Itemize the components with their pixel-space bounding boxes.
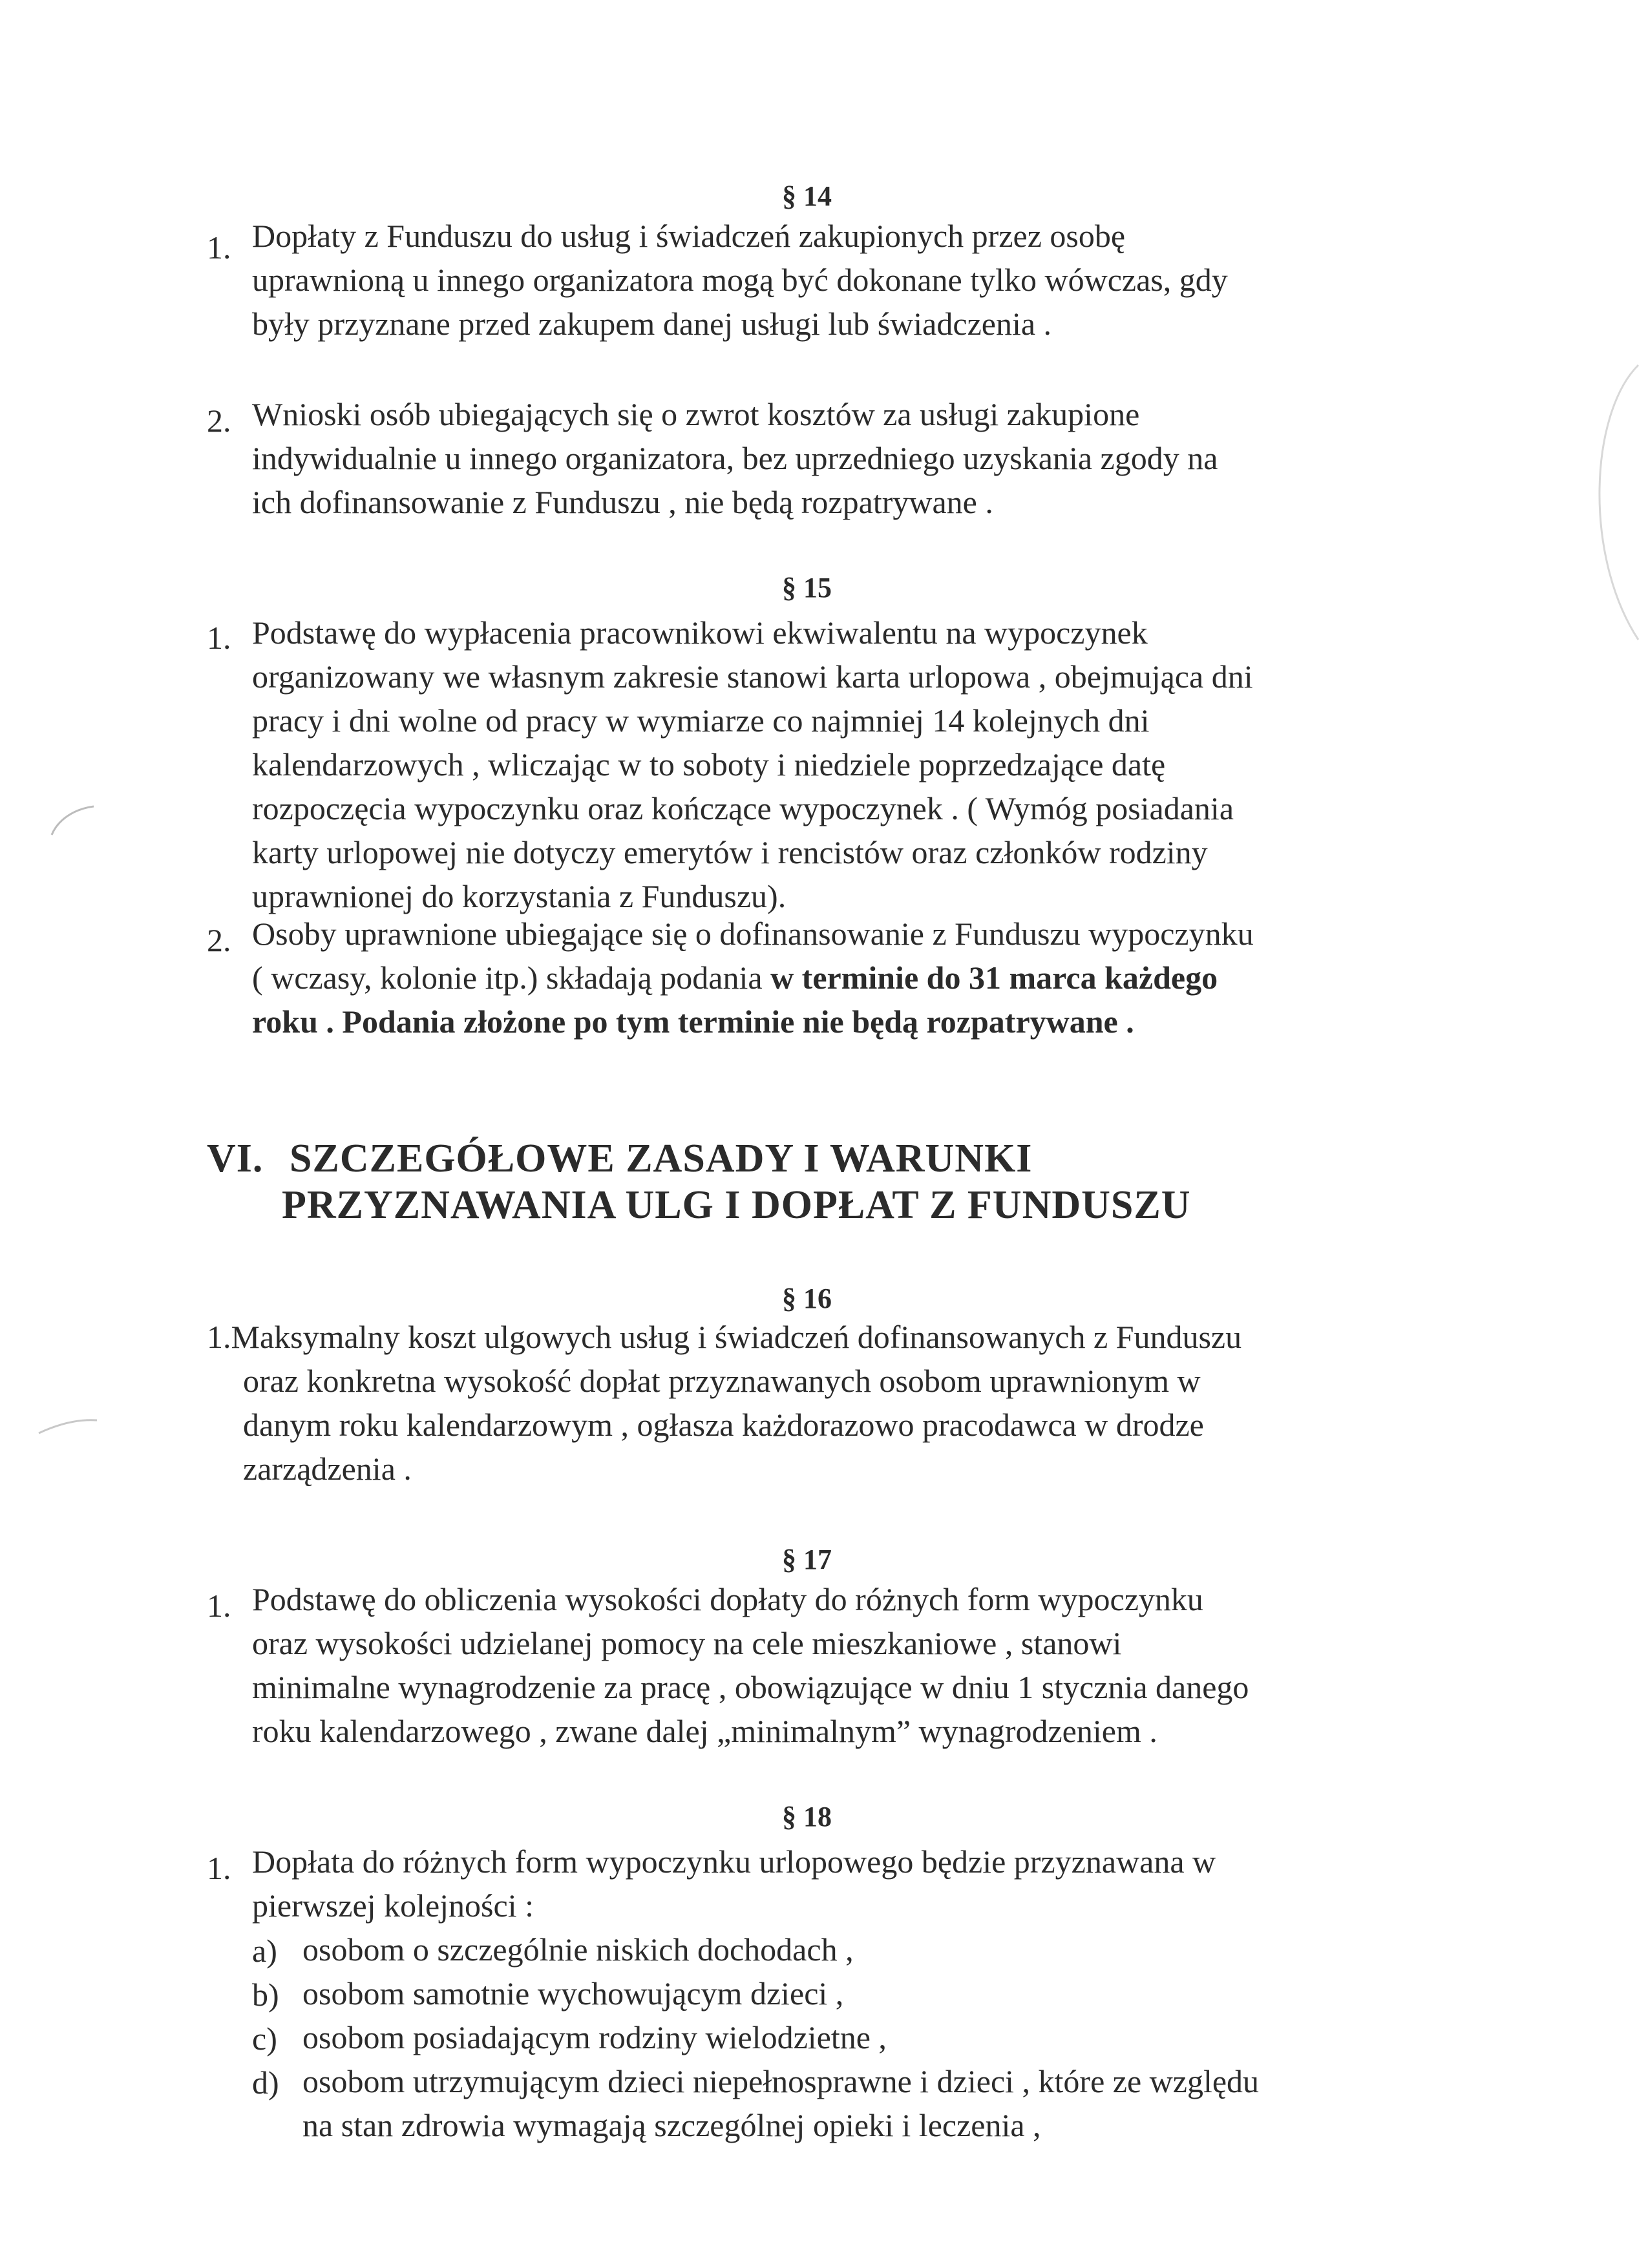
list-item: na stan zdrowia wymagają szczególnej opieki i leczenia , bbox=[302, 2107, 1041, 2143]
point-number: 1. bbox=[207, 1588, 231, 1624]
list-letter: a) bbox=[252, 1933, 277, 1969]
section-heading-line: SZCZEGÓŁOWE ZASADY I WARUNKI bbox=[290, 1137, 1033, 1181]
paragraph-symbol-17: § 17 bbox=[782, 1544, 832, 1575]
text-line: pierwszej kolejności : bbox=[252, 1887, 534, 1924]
list-item: osobom samotnie wychowującym dzieci , bbox=[302, 1975, 844, 2011]
scan-edge-mark bbox=[26, 1414, 103, 1440]
list-letter: b) bbox=[252, 1977, 279, 2013]
text-line-mixed bbox=[252, 961, 1218, 994]
scan-edge-mark bbox=[1577, 362, 1642, 646]
text-line: Osoby uprawnione ubiegające się o dofinansowanie z Funduszu wypoczynku bbox=[252, 916, 1254, 952]
paragraph-symbol-18: § 18 bbox=[782, 1801, 832, 1832]
list-item: osobom utrzymującym dzieci niepełnosprawne i dzieci , które ze względu bbox=[302, 2063, 1260, 2099]
text-line: ich dofinansowanie z Funduszu , nie będą rozpatrywane . bbox=[252, 484, 993, 520]
paragraph-symbol-14: § 14 bbox=[782, 180, 832, 212]
text-line: kalendarzowych , wliczając w to soboty i niedziele poprzedzające datę bbox=[252, 746, 1166, 782]
point-number: 1. bbox=[207, 620, 231, 656]
section-numeral: VI. bbox=[207, 1137, 264, 1181]
text-line: oraz konkretna wysokość dopłat przyznawanych osobom uprawnionym w bbox=[243, 1363, 1201, 1399]
point-number: 2. bbox=[207, 403, 231, 439]
text-line: danym roku kalendarzowym , ogłasza każdorazowo pracodawca w drodze bbox=[243, 1407, 1204, 1443]
list-letter: d) bbox=[252, 2064, 279, 2101]
text-line: roku kalendarzowego , zwane dalej „minimalnym” wynagrodzeniem . bbox=[252, 1713, 1157, 1749]
section-heading-line: PRZYZNAWANIA ULG I DOPŁAT Z FUNDUSZU bbox=[282, 1183, 1191, 1227]
point-number: 1. bbox=[207, 1850, 231, 1886]
text-line-numbered bbox=[207, 1321, 1241, 1353]
text-line: Dopłata do różnych form wypoczynku urlopowego będzie przyznawana w bbox=[252, 1843, 1216, 1880]
text-line: minimalne wynagrodzenie za pracę , obowiązujące w dniu 1 stycznia danego bbox=[252, 1669, 1249, 1705]
text-line: były przyznane przed zakupem danej usługi lub świadczenia . bbox=[252, 306, 1052, 342]
text-line: oraz wysokości udzielanej pomocy na cele mieszkaniowe , stanowi bbox=[252, 1625, 1122, 1661]
text-span: ( wczasy, kolonie itp.) składają podania bbox=[252, 960, 771, 996]
text-line: Dopłaty z Funduszu do usług i świadczeń zakupionych przez osobę bbox=[252, 218, 1126, 254]
paragraph-symbol-16: § 16 bbox=[782, 1283, 832, 1314]
text-line: uprawnionej do korzystania z Funduszu). bbox=[252, 878, 787, 914]
scan-edge-mark bbox=[39, 801, 103, 840]
point-number: 1. bbox=[207, 1319, 231, 1355]
text-line: Podstawę do wypłacenia pracownikowi ekwiwalentu na wypoczynek bbox=[252, 614, 1148, 651]
text-line: indywidualnie u innego organizatora, bez uprzedniego uzyskania zgody na bbox=[252, 440, 1218, 476]
text-line: pracy i dni wolne od pracy w wymiarze co najmniej 14 kolejnych dni bbox=[252, 702, 1150, 739]
point-number: 1. bbox=[207, 229, 231, 266]
text-line: organizowany we własnym zakresie stanowi karta urlopowa , obejmująca dni bbox=[252, 658, 1253, 695]
list-item: osobom posiadającym rodziny wielodzietne , bbox=[302, 2019, 887, 2055]
list-item: osobom o szczególnie niskich dochodach , bbox=[302, 1931, 854, 1968]
text-line: karty urlopowej nie dotyczy emerytów i rencistów oraz członków rodziny bbox=[252, 834, 1208, 870]
text-line: uprawnioną u innego organizatora mogą być dokonane tylko wówczas, gdy bbox=[252, 262, 1228, 298]
text-line: zarządzenia . bbox=[243, 1451, 412, 1487]
text-line: Wnioski osób ubiegających się o zwrot kosztów za usługi zakupione bbox=[252, 396, 1140, 432]
paragraph-symbol-15: § 15 bbox=[782, 572, 832, 604]
list-letter: c) bbox=[252, 2021, 277, 2057]
text-line: rozpoczęcia wypoczynku oraz kończące wypoczynek . ( Wymóg posiadania bbox=[252, 790, 1234, 826]
bold-deadline-text: roku . Podania złożone po tym terminie nie będą rozpatrywane . bbox=[252, 1003, 1134, 1040]
text-span: Maksymalny koszt ulgowych usług i świadczeń dofinansowanych z Funduszu bbox=[231, 1319, 1242, 1355]
bold-deadline-text: w terminie do 31 marca każdego bbox=[770, 960, 1218, 996]
point-number: 2. bbox=[207, 922, 231, 958]
text-line: Podstawę do obliczenia wysokości dopłaty do różnych form wypoczynku bbox=[252, 1581, 1203, 1617]
